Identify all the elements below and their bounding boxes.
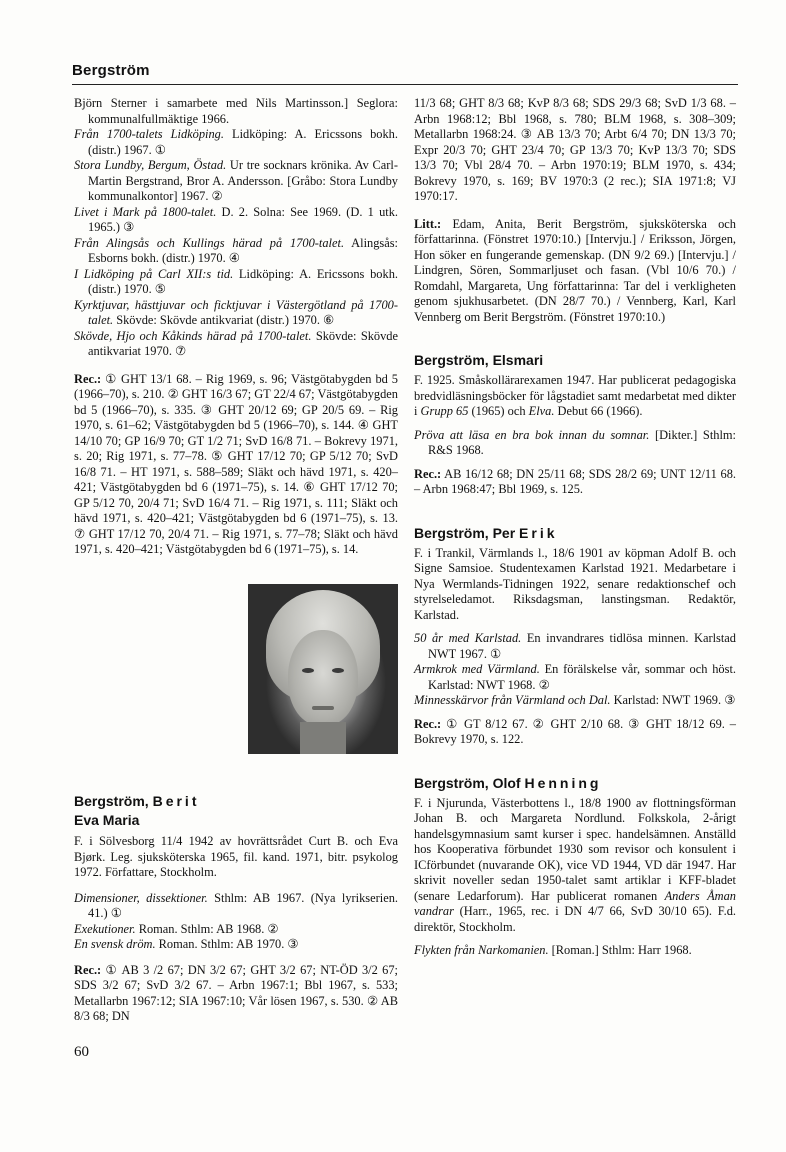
reviews-continued: 11/3 68; GHT 8/3 68; KvP 8/3 68; SDS 29/3 68; SvD 1/3 68. – Arbn 1968:12; Bbl 1968, s. 780; BLM 1968, s. 308–309; Metallarbn 1968:24. ③ AB 13/3 70; Arbt 6/4 70; DN 13/3 70; Expr 20/3 70; GHT 23/4 70; GP 13/3 70; KvP 13/3 70; SDS 13/3 70; Vbl 28/4 70. – Arbn 1970:19; BLM 1970, s. 434; Bokrevy 1970, s. 169; BV 1970:3 (2 rec.); SIA 1971:8; VJ 1970:17. <box>414 96 736 203</box>
reviews-block: Rec.: ① GT 8/12 67. ② GHT 2/10 68. ③ GHT 18/12 69. – Bokrevy 1970, s. 122. <box>414 716 736 746</box>
entry-heading-olof-henning: Bergström, Olof Henning <box>414 774 602 791</box>
biography-text: F. 1925. Småskollärarexamen 1947. Har publicerat pedagogiska bredvidläsningsböcker för lågstadiet samt medarbetat med dikter i Grupp 65 (1965) och Elva. Debut 66 (1966). <box>414 373 736 418</box>
reviews-block: Rec.: ① GHT 13/1 68. – Rig 1969, s. 96; Västgötabygden bd 5 (1966–70), s. 210. ② GHT 16/3 67; GT 22/4 67; Västgötabygden bd 5 (1966–70), s. 335. ③ GHT 20/12 69; GP 20/5 69. – Rig 1970, s. 61–62; Västgötabygden bd 5 (1966–70), s. 144. ④ GHT 14/10 70; GP 16/9 70; GT 1/2 71; SvD 16/8 71. – Bokrevy 1971, s. 20; Rig 1971, s. 77–78. ⑤ GHT 17/12 70; GP 5/12 70; SvD 16/8 71. – HT 1971, s. 588–589; Släkt och hävd 1971, s. 420–421; Västgötabygden bd 6 (1971–75), s. 14. ⑥ GHT 17/12 70; GP 5/12 70, 20/4 71; SvD 16/4 71. – Rig 1971, s. 111; Släkt och hävd 1971, s. 420–421; Västgötabygden bd 6 (1971–75), s. 13. ⑦ GHT 17/12 70, 20/4 71. – Rig 1971, s. 77–78; Släkt och hävd 1971, s. 420–421; Västgötabygden bd 6 (1971–75), s. 14. <box>74 371 398 556</box>
work-item: Livet i Mark på 1800-talet. D. 2. Solna: See 1969. (D. 1 utk. 1965.) ③ <box>74 204 398 234</box>
work-item: Pröva att läsa en bra bok innan du somnar. [Dikter.] Sthlm: R&S 1968. <box>414 427 736 457</box>
right-column <box>414 96 736 959</box>
reviews-block: Rec.: ① AB 3 /2 67; DN 3/2 67; GHT 3/2 67; NT-ÖD 3/2 67; SDS 3/2 67; SvD 3/2 67. – Arbn 1967:1; Bbl 1967, s. 533; Metallarbn 1967:12; SIA 1967:10; Vår lösen 1967, s. 530. ② AB 8/3 68; DN <box>74 962 398 1023</box>
entry-body-berit <box>74 834 398 1025</box>
work-item: Från 1700-talets Lidköping. Lidköping: A. Ericssons bokh. (distr.) 1967. ① <box>74 127 398 157</box>
biography-text: F. i Trankil, Värmlands l., 18/6 1901 av köpman Adolf B. och Signe Samsioe. Studentexamen Karlstad 1921. Medarbetare i Nya Wermlands-Tidningen 1922, senare redaktionschef och styrelseledamot. Riksdagsman, lanstingsman. Redaktör, Karlstad. <box>414 545 736 622</box>
literature-block: Litt.: Edam, Anita, Berit Bergström, sjuksköterska och författarinna. (Fönstret 1970:10.) [Intervju.] / Eriksson, Jörgen, Hon söker en fungerande gemenskap. (DN 9/2 69.) [Intervju.] / Lindgren, Sören, Sommarljuset och fasan. (Vbl 10/6 70.) / Romdahl, Margareta, Ung författarinna: Tar del i verkligheten genom sjukhusarbetet. (DN 28/7 70.) / Vennberg, Karl, Karl Vennberg om Berit Bergström. (Fönstret 1970:10.) <box>414 216 736 324</box>
work-item: Armkrok med Värmland. En förälskelse vår, sommar och höst. Karlstad: NWT 1968. ② <box>414 662 736 692</box>
continued-entry-text: Björn Sterner i samarbete med Nils Martinsson.] Seglora: kommunalfullmäktige 1966. <box>74 96 398 126</box>
reviews-block: Rec.: AB 16/12 68; DN 25/11 68; SDS 28/2 69; UNT 12/11 68. – Arbn 1968:47; Bbl 1969, s. 125. <box>414 466 736 496</box>
work-item: Skövde, Hjo och Kåkinds härad på 1700-talet. Skövde: Skövde antikvariat 1970. ⑦ <box>74 328 398 358</box>
work-item: 50 år med Karlstad. En invandrares tidlösa minnen. Karlstad NWT 1967. ① <box>414 631 736 661</box>
author-portrait-photo <box>248 584 398 754</box>
work-item: Från Alingsås och Kullings härad på 1700-talet. Alingsås: Esborns bokh. (distr.) 1970. ④ <box>74 235 398 265</box>
work-item: Minnesskärvor från Värmland och Dal. Karlstad: NWT 1969. ③ <box>414 693 736 707</box>
work-item: Stora Lundby, Bergum, Östad. Ur tre socknars krönika. Av Carl-Martin Bergstrand, Bror A. Andersson. [Gråbo: Stora Lundby kommunalkontor] 1967. ② <box>74 158 398 203</box>
work-item: En svensk dröm. Roman. Sthlm: AB 1970. ③ <box>74 937 299 951</box>
work-item: Kyrktjuvar, hästtjuvar och ficktjuvar i Västergötland på 1700-talet. Skövde: Skövde antikvariat (distr.) 1970. ⑥ <box>74 297 398 327</box>
header-rule <box>72 84 738 85</box>
entry-heading-per-erik: Bergström, Per Erik <box>414 524 558 541</box>
left-column <box>74 96 398 754</box>
work-item: I Lidköping på Carl XII:s tid. Lidköping: A. Ericssons bokh. (distr.) 1970. ⑤ <box>74 266 398 296</box>
running-head: Bergström <box>72 62 150 79</box>
work-item: Flykten från Narkomanien. [Roman.] Sthlm: Harr 1968. <box>414 943 692 957</box>
work-item: Exekutioner. Roman. Sthlm: AB 1968. ② <box>74 921 279 936</box>
biography-text: F. i Njurunda, Västerbottens l., 18/8 1900 av flottningsförman Johan B. och Margareta Nordlund. Folkskola, 2-årigt handelsgymnasium samt kurser i spec. handelsämnen. Anställd hos Kooperativa förbundet 1930 som revisor och konsulent i ICförbundet (nuvarande OK), vice VD 1944, VD där 1947. Har skrivit noveller sedan 1950-talet samt artiklar i KFF-bladet (senare Ledarforum). Har publicerat romanen Anders Åman vandrar (Harr., 1965, rec. i DN 4/7 66, SvD 30/10 65). F.d. direktör, Stockholm. <box>414 795 736 934</box>
entry-heading-elsmari: Bergström, Elsmari <box>414 352 544 368</box>
biography-text: F. i Sölvesborg 11/4 1942 av hovrättsrådet Curt B. och Eva Bjørk. Leg. sjuksköterska 1965, fil. kand. 1971, bitr. psykolog 1972. Författare, Stockholm. <box>74 834 398 879</box>
page-number: 60 <box>74 1044 89 1060</box>
work-item: Dimensioner, dissektioner. Sthlm: AB 1967. (Nya lyrikserien. 41.) ① <box>74 890 398 920</box>
entry-heading-berit: Bergström, Berit Eva Maria <box>74 793 200 828</box>
